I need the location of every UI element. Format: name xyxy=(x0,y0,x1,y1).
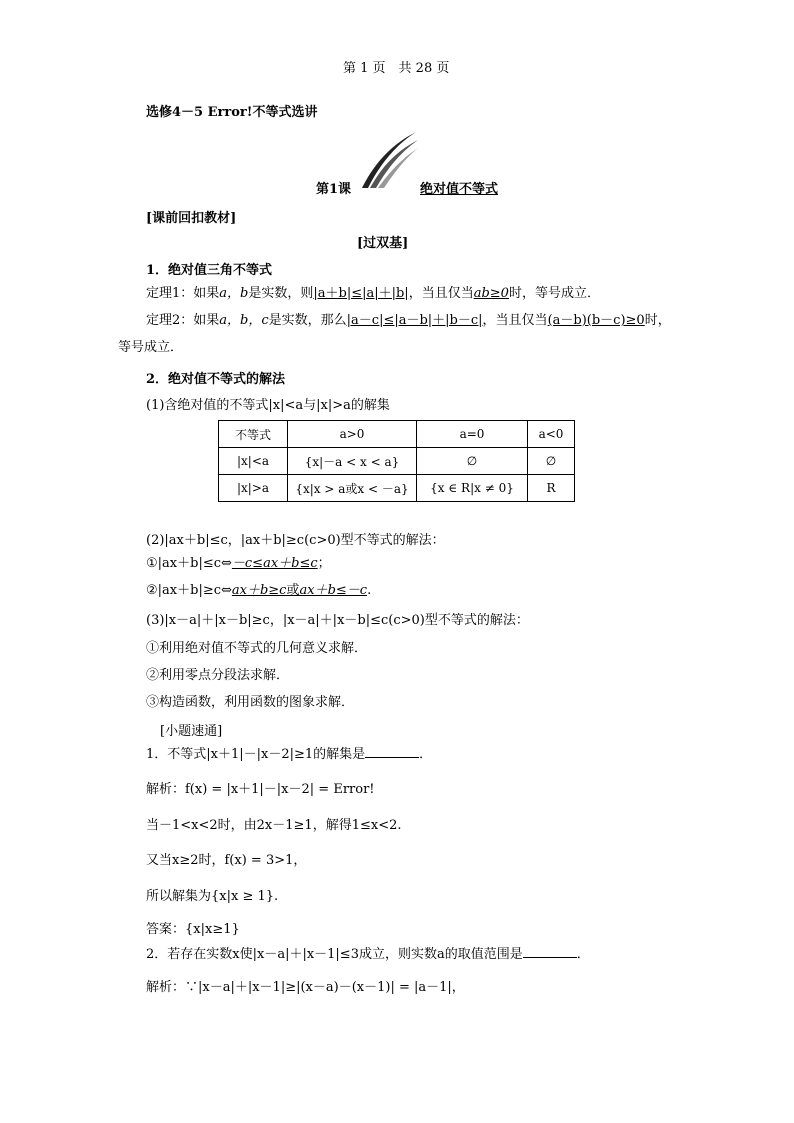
theorem-text: 时， xyxy=(644,313,671,328)
method-item: ②利用零点分段法求解． xyxy=(146,668,290,683)
theorem-text: ，当且仅当 xyxy=(482,313,548,328)
practice-tag: [小题速通] xyxy=(160,724,223,739)
solution-line: 当－1<x<2时，由2x－1≥1，解得1≤x<2. xyxy=(146,818,402,833)
method-item: ①利用绝对值不等式的几何意义求解． xyxy=(146,641,368,656)
section-heading: 1．绝对值三角不等式 xyxy=(146,263,273,278)
table-cell: {x ∈ R|x ≠ 0} xyxy=(417,475,528,502)
question-1 xyxy=(146,745,432,764)
solution-line: 所以解集为{x|x ≥ 1}. xyxy=(146,889,279,904)
subsection-heading: (1)含绝对值的不等式|x|<a与|x|>a的解集 xyxy=(146,398,390,413)
method-answer: ax＋b≤－c xyxy=(299,583,368,598)
theorem-var: a，b xyxy=(219,286,249,301)
question-text: 1．不等式|x＋1|－|x－2|≥1的解集是 xyxy=(146,747,366,762)
theorem-text: 是实数，则 xyxy=(248,286,314,301)
table-header-cell: a<0 xyxy=(528,421,575,448)
method-answer: ax＋b≥c xyxy=(231,583,287,598)
theorem-2 xyxy=(146,312,671,330)
method-answer: －c≤ax＋b≤c xyxy=(231,556,318,571)
theorem-2-continuation: 等号成立． xyxy=(118,340,184,355)
question-text: 2．若存在实数x使|x－a|＋|x－1|≤3成立，则实数a的取值范围是 xyxy=(146,947,523,962)
question-text: ． xyxy=(419,747,433,762)
theorem-1 xyxy=(146,285,600,303)
table-row xyxy=(219,475,575,502)
section-heading: 2．绝对值不等式的解法 xyxy=(146,372,286,387)
table-cell: |x|<a xyxy=(219,448,288,475)
table-cell: ∅ xyxy=(417,448,528,475)
theorem-text: ，当且仅当 xyxy=(408,286,474,301)
pre-class-tag: [课前回扣教材] xyxy=(146,211,237,226)
lesson-title: 绝对值不等式 xyxy=(420,182,499,197)
theorem-text: 定理1：如果 xyxy=(146,286,220,301)
answer-line: 答案：{x|x≥1} xyxy=(146,922,240,937)
solution-line: 又当x≥2时，f(x) = 3>1， xyxy=(146,853,307,868)
theorem-var: a，b，c xyxy=(219,313,269,328)
theorem-condition: ab≥0 xyxy=(473,286,509,301)
solution-line: 解析：f(x) = |x＋1|－|x－2| = Error! xyxy=(146,782,375,797)
lesson-number: 第1课 xyxy=(316,182,352,197)
table-row xyxy=(219,448,575,475)
question-text: ． xyxy=(576,947,590,962)
method-item: ③构造函数，利用函数的图象求解． xyxy=(146,695,355,710)
theorem-text: 时，等号成立． xyxy=(508,286,600,301)
swoosh-emblem-icon xyxy=(360,128,420,190)
subsection-heading: (3)|x－a|＋|x－b|≥c，|x－a|＋|x－b|≤c(c>0)型不等式的解法： xyxy=(146,613,529,628)
method-item xyxy=(146,582,371,600)
solution-line: 解析：∵|x－a|＋|x－1|≥|(x－a)－(x－1)| = |a－1|， xyxy=(146,980,465,995)
basics-tag: [过双基] xyxy=(357,236,409,251)
method-item xyxy=(146,555,331,573)
solution-set-table xyxy=(218,420,575,502)
table-cell: ∅ xyxy=(528,448,575,475)
theorem-text: 是实数，那么 xyxy=(268,313,347,328)
theorem-formula: |a＋b|≤|a|＋|b| xyxy=(313,286,409,301)
theorem-condition: (a－b)(b－c)≥0 xyxy=(547,313,645,328)
table-header-cell: a>0 xyxy=(288,421,417,448)
method-text: ①|ax＋b|≤c⇔ xyxy=(146,556,232,571)
method-text: 或 xyxy=(286,583,300,598)
answer-blank xyxy=(523,945,577,958)
subsection-heading: (2)|ax＋b|≤c，|ax＋b|≥c(c>0)型不等式的解法： xyxy=(146,533,445,548)
table-header-cell: 不等式 xyxy=(219,421,288,448)
question-2 xyxy=(146,945,590,964)
module-title: 选修4－5 Error!不等式选讲 xyxy=(146,105,318,120)
theorem-text: 定理2：如果 xyxy=(146,313,220,328)
page-counter: 第 1 页 共 28 页 xyxy=(343,61,450,76)
method-text: ； xyxy=(317,556,331,571)
table-cell: |x|>a xyxy=(219,475,288,502)
table-cell: R xyxy=(528,475,575,502)
method-text: . xyxy=(367,583,372,598)
table-header-cell: a=0 xyxy=(417,421,528,448)
method-text: ②|ax＋b|≥c⇔ xyxy=(146,583,232,598)
answer-blank xyxy=(365,745,419,758)
table-header-row xyxy=(219,421,575,448)
table-cell: {x|－a < x < a} xyxy=(288,448,417,475)
table-cell: {x|x > a或x < －a} xyxy=(288,475,417,502)
theorem-formula: |a－c|≤|a－b|＋|b－c| xyxy=(346,313,483,328)
